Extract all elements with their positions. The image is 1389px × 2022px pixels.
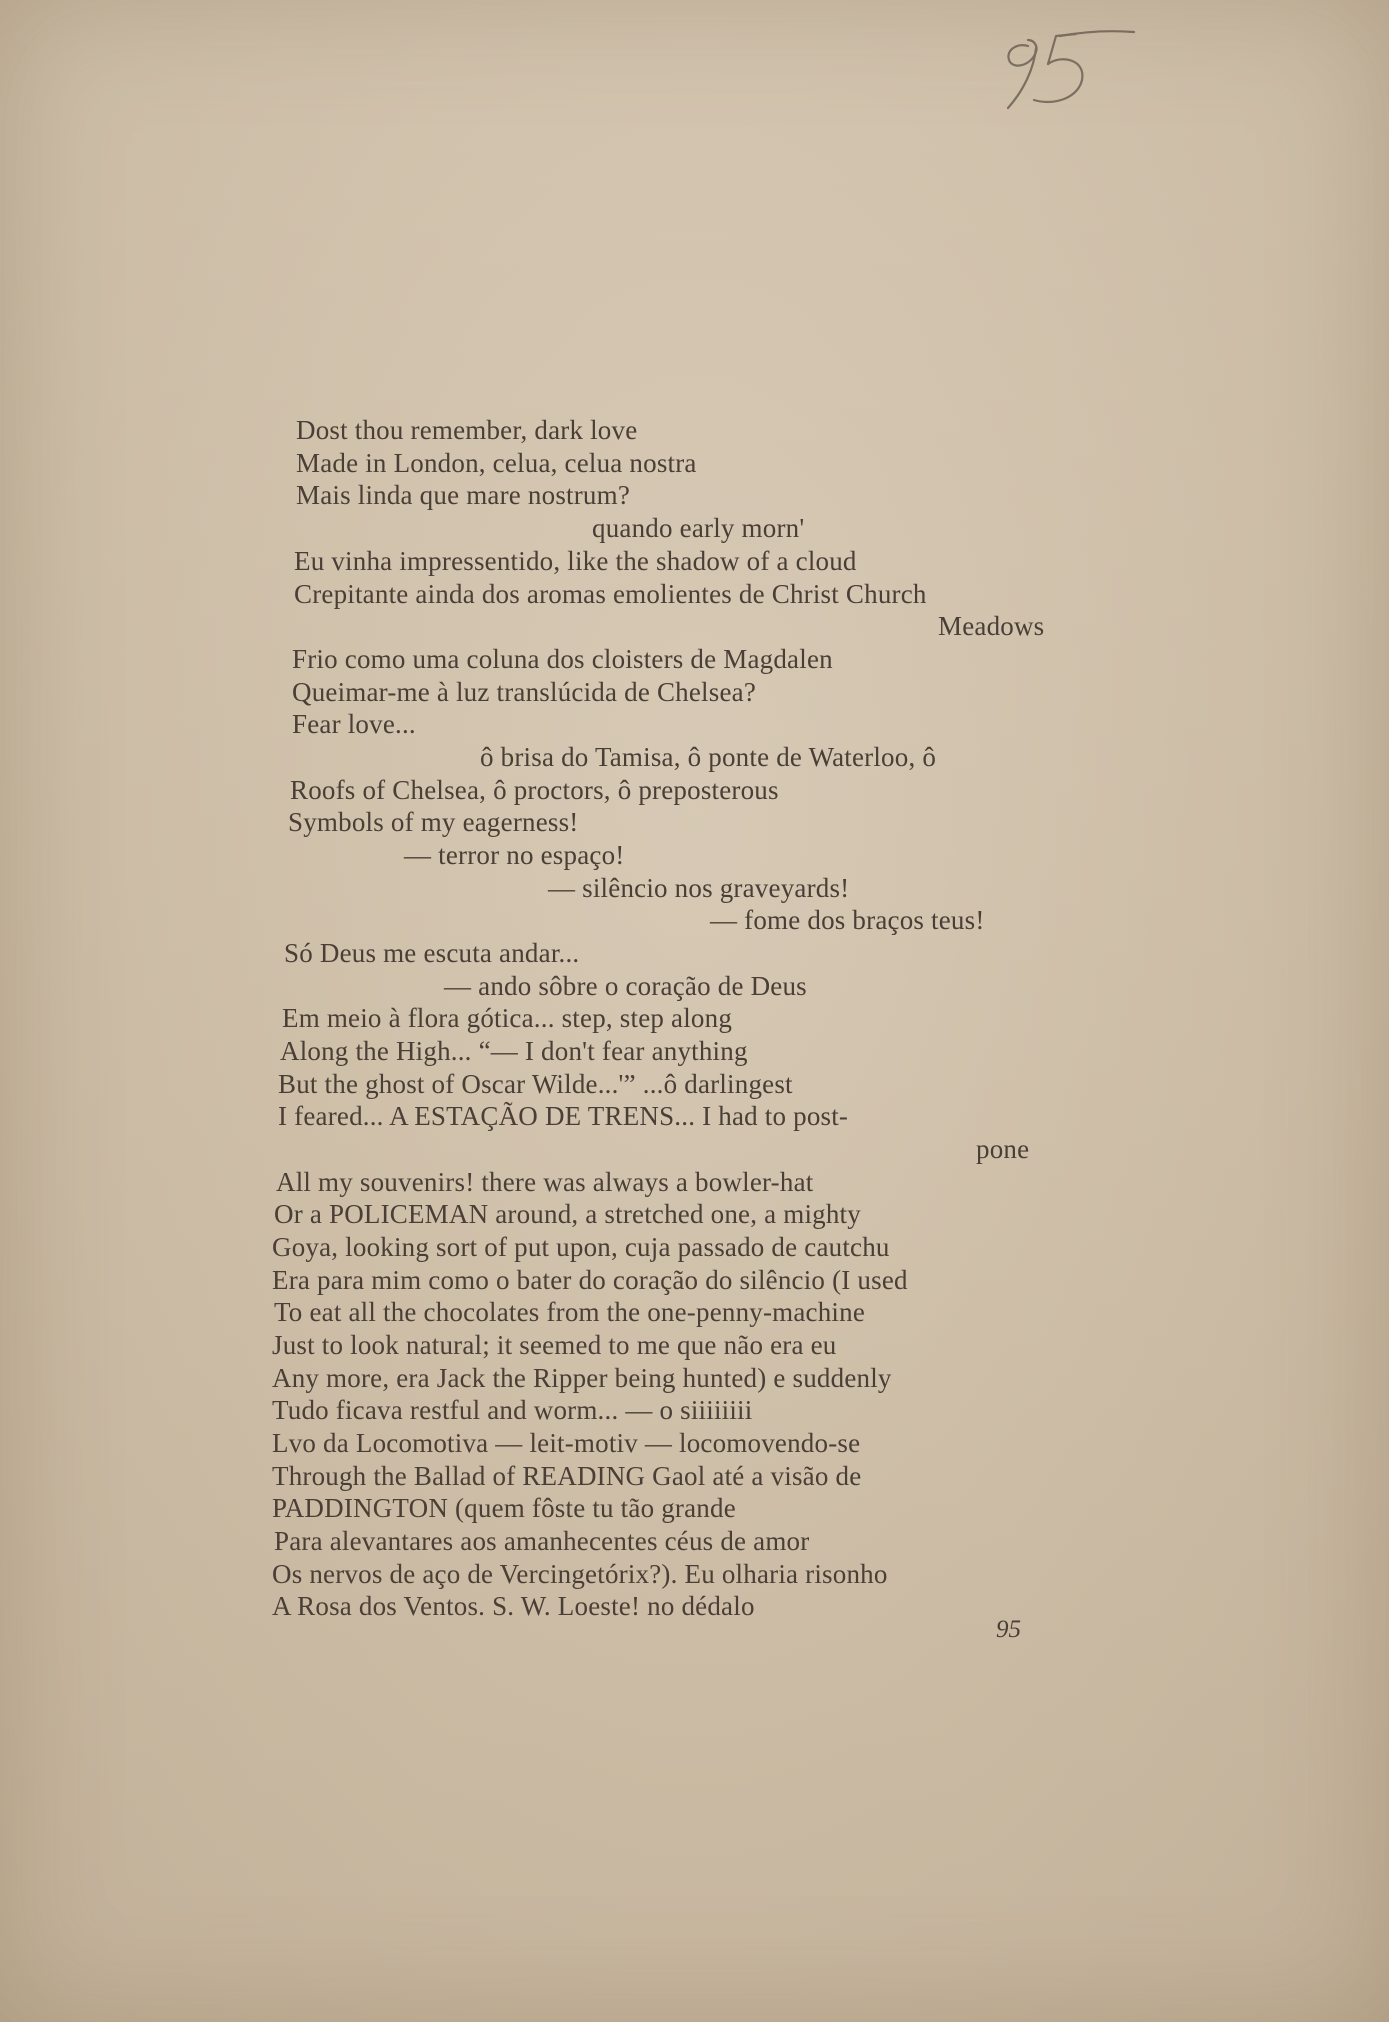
poem-line: — ando sôbre o coração de Deus <box>444 971 807 1001</box>
poem-line: Para alevantares aos amanhecentes céus de amor <box>274 1526 810 1556</box>
poem-line: Roofs of Chelsea, ô proctors, ô preposterous <box>290 775 779 805</box>
poem-line: Along the High... “— I don't fear anything <box>280 1036 748 1066</box>
poem-line: All my souvenirs! there was always a bowler-hat <box>276 1167 814 1197</box>
poem-line: PADDINGTON (quem fôste tu tão grande <box>272 1493 736 1523</box>
poem-line: Just to look natural; it seemed to me que não era eu <box>272 1330 837 1360</box>
printed-page-number: 95 <box>996 1616 1021 1643</box>
poem-line: — fome dos braços teus! <box>710 905 985 935</box>
poem-line: Any more, era Jack the Ripper being hunted) e suddenly <box>272 1363 892 1393</box>
poem-line: Through the Ballad of READING Gaol até a visão de <box>272 1461 862 1491</box>
poem-line: Made in London, celua, celua nostra <box>296 448 697 478</box>
poem-line: Só Deus me escuta andar... <box>284 938 580 968</box>
poem-line: Lvo da Locomotiva — leit-motiv — locomovendo-se <box>272 1428 861 1458</box>
poem-line: A Rosa dos Ventos. S. W. Loeste! no dédalo <box>272 1591 755 1621</box>
poem-line: Crepitante ainda dos aromas emolientes de Christ Church <box>294 579 927 609</box>
poem-line: pone <box>976 1134 1030 1164</box>
poem-line: Em meio à flora gótica... step, step along <box>282 1003 733 1033</box>
poem-line: Mais linda que mare nostrum? <box>296 480 631 510</box>
poem-line: Era para mim como o bater do coração do silêncio (I used <box>272 1265 908 1295</box>
poem-line: — terror no espaço! <box>404 840 625 870</box>
poem-line: Frio como uma coluna dos cloisters de Magdalen <box>292 644 833 674</box>
poem-line: ô brisa do Tamisa, ô ponte de Waterloo, ô <box>480 742 937 772</box>
poem-line: Goya, looking sort of put upon, cuja passado de cautchu <box>272 1232 890 1262</box>
poem-line: But the ghost of Oscar Wilde...'” ...ô darlingest <box>278 1069 793 1099</box>
poem-line: Os nervos de aço de Vercingetórix?). Eu olharia risonho <box>272 1559 888 1589</box>
poem-line: Meadows <box>938 611 1045 641</box>
poem-line: Or a POLICEMAN around, a stretched one, a mighty <box>274 1199 861 1229</box>
poem-line: quando early morn' <box>592 513 805 543</box>
poem-line: — silêncio nos graveyards! <box>548 873 850 903</box>
poem-line: Tudo ficava restful and worm... — o siiiiiiii <box>272 1395 753 1425</box>
poem-line: Symbols of my eagerness! <box>288 807 579 837</box>
poem-line: To eat all the chocolates from the one-penny-machine <box>274 1297 866 1327</box>
poem-line: Fear love... <box>292 709 416 739</box>
poem-line: Eu vinha impressentido, like the shadow of a cloud <box>294 546 857 576</box>
poem-line: Dost thou remember, dark love <box>296 415 638 445</box>
poem-line: I feared... A ESTAÇÃO DE TRENS... I had to post- <box>278 1101 849 1131</box>
poem-line: Queimar-me à luz translúcida de Chelsea? <box>292 677 757 707</box>
